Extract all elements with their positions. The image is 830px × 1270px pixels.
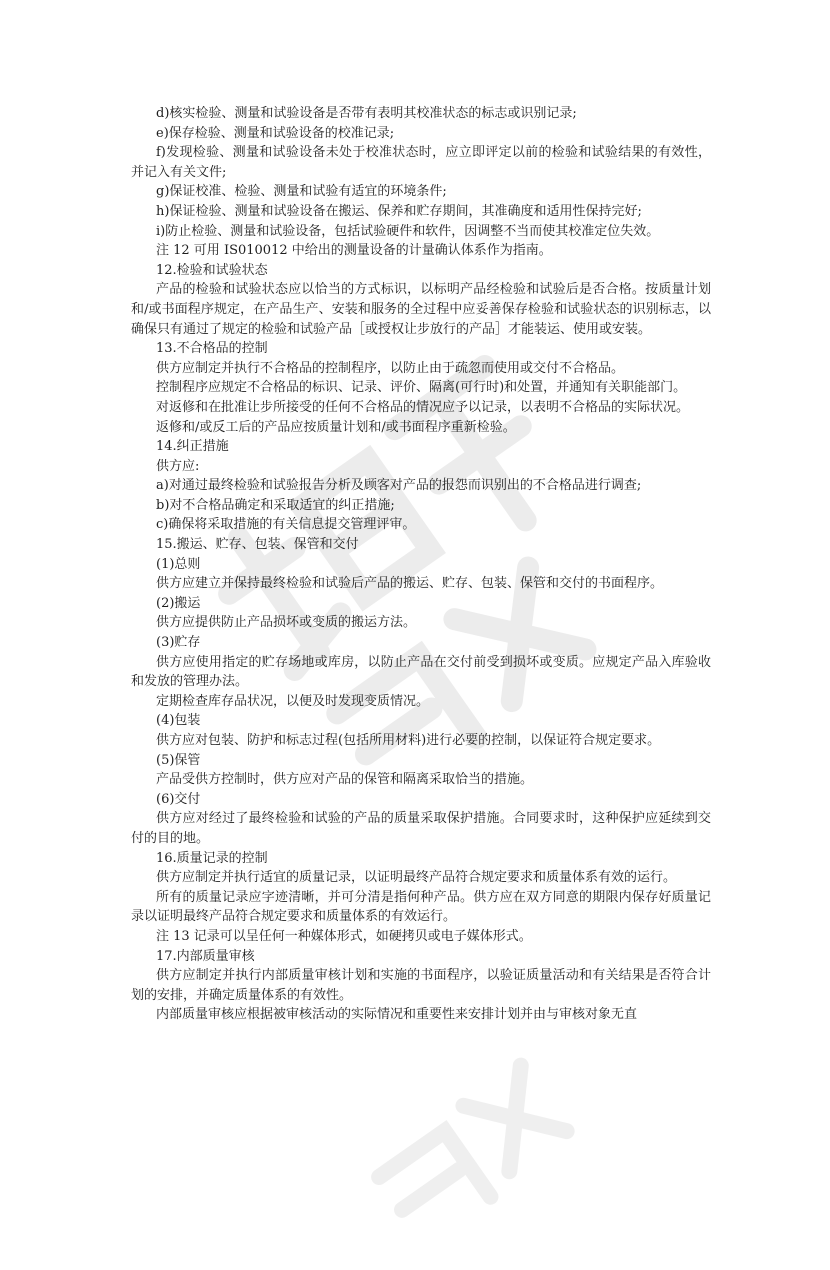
item-a: a)对通过最终检验和试验报告分析及顾客对产品的报怨而识别出的不合格品进行调查; (156, 478, 642, 494)
item-g: g)保证校准、检验、测量和试验有适宜的环境条件; (156, 184, 447, 200)
paragraph: 控制程序应规定不合格品的标识、记录、评价、隔离(可行时)和处置，并通知有关职能部门。 (156, 380, 687, 396)
paragraph: 内部质量审核应根据被审核活动的实际情况和重要性来安排计划并由与审核对象无直 (156, 1007, 638, 1023)
subheading-handling: (2)搬运 (156, 595, 201, 611)
section-heading-16: 16.质量记录的控制 (156, 850, 268, 866)
item-f: f)发现检验、测量和试验设备未处于校准状态时，应立即评定以前的检验和试验结果的有效性，并记入有关文件; (131, 145, 711, 180)
paragraph: 产品受供方控制时，供方应对产品的保管和隔离采取恰当的措施。 (156, 772, 534, 788)
subheading-preservation: (5)保管 (156, 752, 201, 768)
paragraph: 供方应制定并执行内部质量审核计划和实施的书面程序，以验证质量活动和有关结果是否符合计划的安排，并确定质量体系的有效性。 (131, 968, 711, 1003)
item-c: c)确保将采取措施的有关信息提交管理评审。 (156, 517, 416, 533)
paragraph: 供方应: (156, 458, 200, 474)
item-e: e)保存检验、测量和试验设备的校准记录; (156, 125, 395, 141)
subheading-general: (1)总则 (156, 556, 201, 572)
note-13: 注 13 记录可以呈任何一种媒体形式，如硬拷贝或电子媒体形式。 (156, 928, 532, 944)
paragraph: 供方应使用指定的贮存场地或库房，以防止产品在交付前受到损坏或变质。应规定产品入库验收和发放的管理办法。 (131, 654, 711, 690)
subheading-delivery: (6)交付 (156, 791, 201, 807)
paragraph: 供方应制定并执行不合格品的控制程序，以防止由于疏忽而使用或交付不合格品。 (156, 360, 625, 376)
subheading-packaging: (4)包装 (156, 713, 201, 729)
paragraph: 所有的质量记录应字迹清晰，并可分清是指何种产品。供方应在双方同意的期限内保存好质量记录以证明最终产品符合规定要求和质量体系的有效运行。 (131, 889, 711, 925)
paragraph: 供方应制定并执行适宜的质量记录，以证明最终产品符合规定要求和质量体系有效的运行。 (156, 870, 677, 886)
section-heading-13: 13.不合格品的控制 (156, 341, 268, 357)
paragraph: 供方应对经过了最终检验和试验的产品的质量采取保护措施。合同要求时，这种保护应延续到交付的目的地。 (131, 811, 711, 846)
paragraph: 供方应提供防止产品损坏或变质的搬运方法。 (156, 615, 417, 631)
paragraph: 产品的检验和试验状态应以恰当的方式标识，以标明产品经检验和试验后是否合格。按质量计划和/或书面程序规定，在产品生产、安装和服务的全过程中应妥善保存检验和试验状态的识别标志，以确保只有通过了规定的检验和试验产品［或授权让步放行的产品］才能装运、使用或安装。 (131, 282, 711, 337)
item-d: d)核实检验、测量和试验设备是否带有表明其校准状态的标志或识别记录; (156, 106, 577, 121)
section-heading-15: 15.搬运、贮存、包装、保管和交付 (156, 537, 359, 553)
item-i: i)防止检验、测量和试验设备，包括试验硬件和软件，因调整不当而使其校准定位失效。 (156, 223, 660, 239)
paragraph: 供方应对包装、防护和标志过程(包括所用材料)进行必要的控制，以保证符合规定要求。 (156, 733, 661, 748)
section-heading-12: 12.检验和试验状态 (156, 262, 268, 278)
watermark-fragment (340, 1030, 601, 1270)
paragraph: 对返修和在批准让步所接受的任何不合格品的情况应予以记录，以表明不合格品的实际状况。 (156, 399, 690, 415)
paragraph: 定期检查库存品状况，以便及时发现变质情况。 (156, 693, 430, 709)
document-body (131, 104, 711, 1025)
section-heading-14: 14.纠正措施 (156, 439, 229, 455)
item-b: b)对不合格品确定和采取适宜的纠正措施; (156, 497, 395, 513)
paragraph: 返修和/或反工后的产品应按质量计划和/或书面程序重新检验。 (156, 419, 516, 435)
paragraph: 供方应建立并保持最终检验和试验后产品的搬运、贮存、包装、保管和交付的书面程序。 (156, 576, 664, 592)
section-heading-17: 17.内部质量审核 (156, 948, 255, 964)
subheading-storage: (3)贮存 (156, 635, 201, 651)
note-12: 注 12 可用 IS010012 中给出的测量设备的计量确认体系作为指南。 (156, 243, 552, 259)
item-h: h)保证检验、测量和试验设备在搬运、保养和贮存期间，其准确度和适用性保持完好; (156, 203, 642, 219)
